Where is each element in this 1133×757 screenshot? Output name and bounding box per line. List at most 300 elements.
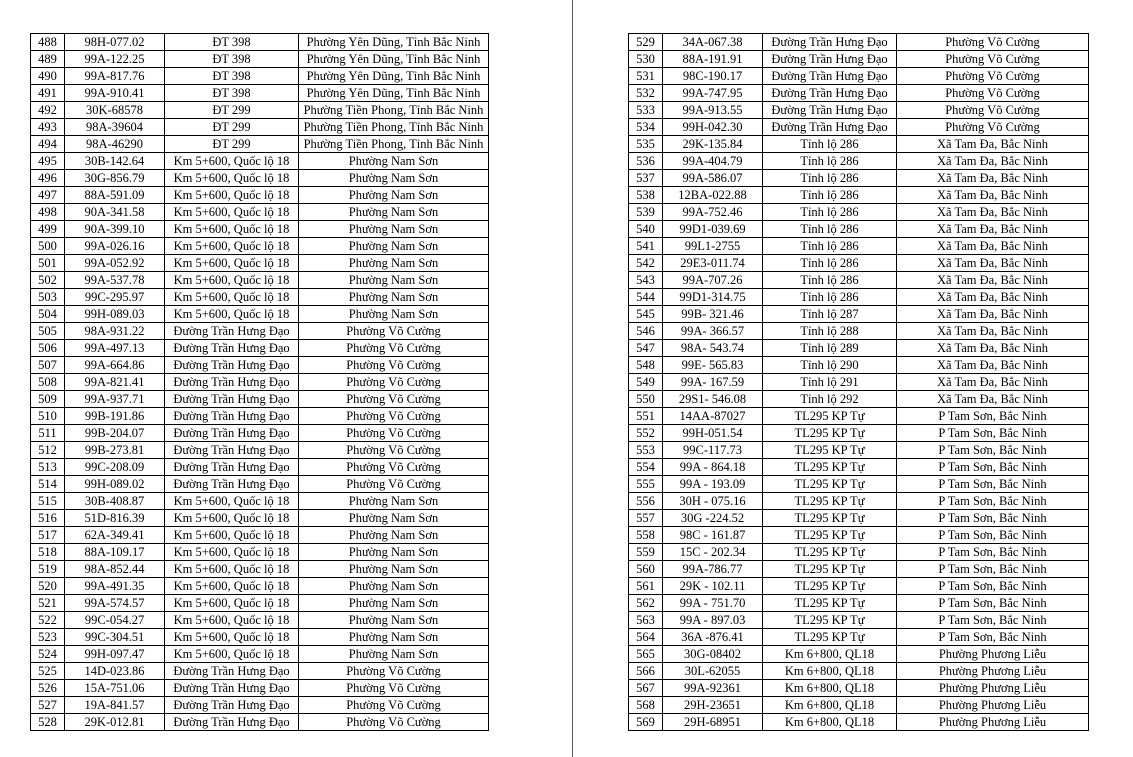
location-cell: Đường Trần Hưng Đạo xyxy=(763,51,897,68)
plate-cell: 98C - 161.87 xyxy=(663,527,763,544)
row-index-cell: 508 xyxy=(31,374,65,391)
location-cell: TL295 KP Tự xyxy=(763,476,897,493)
plate-cell: 99A-747.95 xyxy=(663,85,763,102)
location-cell: ĐT 398 xyxy=(165,51,299,68)
table-row xyxy=(31,153,489,170)
violations-table-right xyxy=(628,33,1089,731)
plate-cell: 99A - 751.70 xyxy=(663,595,763,612)
table-row xyxy=(629,119,1089,136)
row-index-cell: 533 xyxy=(629,102,663,119)
ward-cell: Phường Võ Cường xyxy=(897,68,1089,85)
row-index-cell: 553 xyxy=(629,442,663,459)
table-row xyxy=(629,663,1089,680)
plate-cell: 98C-190.17 xyxy=(663,68,763,85)
location-cell: ĐT 398 xyxy=(165,85,299,102)
row-index-cell: 516 xyxy=(31,510,65,527)
location-cell: TL295 KP Tự xyxy=(763,493,897,510)
location-cell: ĐT 398 xyxy=(165,68,299,85)
table-row xyxy=(31,68,489,85)
row-index-cell: 514 xyxy=(31,476,65,493)
ward-cell: P Tam Sơn, Bắc Ninh xyxy=(897,459,1089,476)
location-cell: TL295 KP Tự xyxy=(763,442,897,459)
table-row xyxy=(31,340,489,357)
location-cell: ĐT 398 xyxy=(165,34,299,51)
row-index-cell: 520 xyxy=(31,578,65,595)
table-row xyxy=(629,612,1089,629)
row-index-cell: 511 xyxy=(31,425,65,442)
table-row xyxy=(629,238,1089,255)
table-row xyxy=(629,425,1089,442)
location-cell: Đường Trần Hưng Đạo xyxy=(165,408,299,425)
table-row xyxy=(31,306,489,323)
ward-cell: Phường Võ Cường xyxy=(299,408,489,425)
location-cell: Km 5+600, Quốc lộ 18 xyxy=(165,289,299,306)
table-row xyxy=(629,459,1089,476)
plate-cell: 99C-295.97 xyxy=(65,289,165,306)
table-row xyxy=(31,476,489,493)
table-row xyxy=(31,408,489,425)
row-index-cell: 542 xyxy=(629,255,663,272)
plate-cell: 99B-273.81 xyxy=(65,442,165,459)
table-row xyxy=(31,697,489,714)
row-index-cell: 530 xyxy=(629,51,663,68)
location-cell: Km 6+800, QL18 xyxy=(763,680,897,697)
row-index-cell: 507 xyxy=(31,357,65,374)
location-cell: TL295 KP Tự xyxy=(763,510,897,527)
location-cell: Đường Trần Hưng Đạo xyxy=(165,697,299,714)
location-cell: TL295 KP Tự xyxy=(763,612,897,629)
row-index-cell: 513 xyxy=(31,459,65,476)
location-cell: Đường Trần Hưng Đạo xyxy=(165,442,299,459)
location-cell: Đường Trần Hưng Đạo xyxy=(165,459,299,476)
table-row xyxy=(629,561,1089,578)
plate-cell: 30B-142.64 xyxy=(65,153,165,170)
row-index-cell: 562 xyxy=(629,595,663,612)
location-cell: Km 5+600, Quốc lộ 18 xyxy=(165,595,299,612)
table-row xyxy=(629,476,1089,493)
ward-cell: P Tam Sơn, Bắc Ninh xyxy=(897,510,1089,527)
table-row xyxy=(629,187,1089,204)
table-row xyxy=(31,136,489,153)
ward-cell: Phường Nam Sơn xyxy=(299,289,489,306)
table-row xyxy=(629,272,1089,289)
plate-cell: 99A- 167.59 xyxy=(663,374,763,391)
ward-cell: Phường Phương Liễu xyxy=(897,714,1089,731)
table-row xyxy=(31,663,489,680)
row-index-cell: 556 xyxy=(629,493,663,510)
location-cell: Đường Trần Hưng Đạo xyxy=(165,357,299,374)
location-cell: Km 5+600, Quốc lộ 18 xyxy=(165,238,299,255)
plate-cell: 29K-012.81 xyxy=(65,714,165,731)
table-row xyxy=(629,595,1089,612)
table-row xyxy=(31,442,489,459)
plate-cell: 30G-08402 xyxy=(663,646,763,663)
location-cell: Tỉnh lộ 288 xyxy=(763,323,897,340)
plate-cell: 30G-856.79 xyxy=(65,170,165,187)
ward-cell: Phường Phương Liễu xyxy=(897,697,1089,714)
row-index-cell: 568 xyxy=(629,697,663,714)
row-index-cell: 529 xyxy=(629,34,663,51)
plate-cell: 99A-122.25 xyxy=(65,51,165,68)
plate-cell: 29H-23651 xyxy=(663,697,763,714)
location-cell: Tỉnh lộ 292 xyxy=(763,391,897,408)
location-cell: TL295 KP Tự xyxy=(763,578,897,595)
ward-cell: P Tam Sơn, Bắc Ninh xyxy=(897,493,1089,510)
plate-cell: 99D1-039.69 xyxy=(663,221,763,238)
location-cell: Đường Trần Hưng Đạo xyxy=(165,476,299,493)
plate-cell: 99B-191.86 xyxy=(65,408,165,425)
plate-cell: 98A-39604 xyxy=(65,119,165,136)
location-cell: Tỉnh lộ 286 xyxy=(763,255,897,272)
location-cell: Tỉnh lộ 286 xyxy=(763,170,897,187)
row-index-cell: 557 xyxy=(629,510,663,527)
ward-cell: Phường Nam Sơn xyxy=(299,510,489,527)
location-cell: Km 5+600, Quốc lộ 18 xyxy=(165,204,299,221)
plate-cell: 99H-051.54 xyxy=(663,425,763,442)
row-index-cell: 554 xyxy=(629,459,663,476)
location-cell: Đường Trần Hưng Đạo xyxy=(165,374,299,391)
plate-cell: 30K-68578 xyxy=(65,102,165,119)
plate-cell: 90A-341.58 xyxy=(65,204,165,221)
table-row xyxy=(31,119,489,136)
row-index-cell: 506 xyxy=(31,340,65,357)
row-index-cell: 491 xyxy=(31,85,65,102)
ward-cell: Phường Võ Cường xyxy=(299,357,489,374)
table-row xyxy=(629,255,1089,272)
plate-cell: 29E3-011.74 xyxy=(663,255,763,272)
location-cell: ĐT 299 xyxy=(165,102,299,119)
plate-cell: 29K-135.84 xyxy=(663,136,763,153)
location-cell: Tỉnh lộ 290 xyxy=(763,357,897,374)
ward-cell: Phường Nam Sơn xyxy=(299,204,489,221)
row-index-cell: 492 xyxy=(31,102,65,119)
ward-cell: Phường Nam Sơn xyxy=(299,578,489,595)
location-cell: Tỉnh lộ 286 xyxy=(763,289,897,306)
location-cell: Km 5+600, Quốc lộ 18 xyxy=(165,646,299,663)
table-row xyxy=(31,510,489,527)
row-index-cell: 569 xyxy=(629,714,663,731)
ward-cell: Xã Tam Đa, Bắc Ninh xyxy=(897,170,1089,187)
plate-cell: 99H-089.02 xyxy=(65,476,165,493)
ward-cell: Phường Nam Sơn xyxy=(299,272,489,289)
location-cell: TL295 KP Tự xyxy=(763,527,897,544)
plate-cell: 99C-304.51 xyxy=(65,629,165,646)
plate-cell: 99A-586.07 xyxy=(663,170,763,187)
row-index-cell: 544 xyxy=(629,289,663,306)
ward-cell: Phường Võ Cường xyxy=(299,340,489,357)
location-cell: TL295 KP Tự xyxy=(763,561,897,578)
location-cell: Km 5+600, Quốc lộ 18 xyxy=(165,561,299,578)
table-row xyxy=(31,238,489,255)
ward-cell: P Tam Sơn, Bắc Ninh xyxy=(897,442,1089,459)
table-row xyxy=(629,34,1089,51)
ward-cell: Phường Võ Cường xyxy=(299,663,489,680)
ward-cell: Phường Nam Sơn xyxy=(299,561,489,578)
ward-cell: Xã Tam Đa, Bắc Ninh xyxy=(897,187,1089,204)
ward-cell: Phường Võ Cường xyxy=(299,697,489,714)
plate-cell: 99L1-2755 xyxy=(663,238,763,255)
plate-cell: 12BA-022.88 xyxy=(663,187,763,204)
location-cell: TL295 KP Tự xyxy=(763,595,897,612)
location-cell: Km 5+600, Quốc lộ 18 xyxy=(165,272,299,289)
row-index-cell: 501 xyxy=(31,255,65,272)
location-cell: Km 5+600, Quốc lộ 18 xyxy=(165,255,299,272)
ward-cell: P Tam Sơn, Bắc Ninh xyxy=(897,544,1089,561)
plate-cell: 99A- 366.57 xyxy=(663,323,763,340)
location-cell: Km 6+800, QL18 xyxy=(763,697,897,714)
plate-cell: 99D1-314.75 xyxy=(663,289,763,306)
ward-cell: Phường Nam Sơn xyxy=(299,493,489,510)
plate-cell: 30L-62055 xyxy=(663,663,763,680)
location-cell: Km 5+600, Quốc lộ 18 xyxy=(165,153,299,170)
ward-cell: Phường Yên Dũng, Tỉnh Bắc Ninh xyxy=(299,68,489,85)
location-cell: Tỉnh lộ 286 xyxy=(763,153,897,170)
ward-cell: Phường Nam Sơn xyxy=(299,527,489,544)
row-index-cell: 538 xyxy=(629,187,663,204)
row-index-cell: 494 xyxy=(31,136,65,153)
table-row xyxy=(31,459,489,476)
ward-cell: Phường Phương Liễu xyxy=(897,663,1089,680)
ward-cell: Phường Nam Sơn xyxy=(299,238,489,255)
table-row xyxy=(629,340,1089,357)
table-row xyxy=(31,646,489,663)
row-index-cell: 517 xyxy=(31,527,65,544)
plate-cell: 99A-752.46 xyxy=(663,204,763,221)
row-index-cell: 488 xyxy=(31,34,65,51)
table-row xyxy=(31,34,489,51)
location-cell: Đường Trần Hưng Đạo xyxy=(165,340,299,357)
table-row xyxy=(31,85,489,102)
table-row xyxy=(629,510,1089,527)
row-index-cell: 564 xyxy=(629,629,663,646)
plate-cell: 98A-852.44 xyxy=(65,561,165,578)
table-row xyxy=(629,68,1089,85)
location-cell: Đường Trần Hưng Đạo xyxy=(165,714,299,731)
row-index-cell: 515 xyxy=(31,493,65,510)
ward-cell: Xã Tam Đa, Bắc Ninh xyxy=(897,357,1089,374)
row-index-cell: 531 xyxy=(629,68,663,85)
plate-cell: 98A-931.22 xyxy=(65,323,165,340)
location-cell: Đường Trần Hưng Đạo xyxy=(165,323,299,340)
ward-cell: Phường Võ Cường xyxy=(299,680,489,697)
plate-cell: 99A-052.92 xyxy=(65,255,165,272)
row-index-cell: 563 xyxy=(629,612,663,629)
location-cell: Đường Trần Hưng Đạo xyxy=(763,119,897,136)
plate-cell: 99H-097.47 xyxy=(65,646,165,663)
table-row xyxy=(31,51,489,68)
ward-cell: Phường Nam Sơn xyxy=(299,544,489,561)
row-index-cell: 502 xyxy=(31,272,65,289)
table-row xyxy=(629,493,1089,510)
ward-cell: P Tam Sơn, Bắc Ninh xyxy=(897,476,1089,493)
table-row xyxy=(629,714,1089,731)
plate-cell: 15A-751.06 xyxy=(65,680,165,697)
ward-cell: Phường Nam Sơn xyxy=(299,646,489,663)
ward-cell: Phường Nam Sơn xyxy=(299,255,489,272)
row-index-cell: 510 xyxy=(31,408,65,425)
ward-cell: Xã Tam Đa, Bắc Ninh xyxy=(897,238,1089,255)
ward-cell: Phường Yên Dũng, Tỉnh Bắc Ninh xyxy=(299,85,489,102)
table-row xyxy=(31,374,489,391)
location-cell: Km 6+800, QL18 xyxy=(763,646,897,663)
table-row xyxy=(629,153,1089,170)
table-row xyxy=(629,221,1089,238)
ward-cell: Phường Phương Liễu xyxy=(897,646,1089,663)
ward-cell: Phường Nam Sơn xyxy=(299,170,489,187)
ward-cell: Phường Võ Cường xyxy=(299,476,489,493)
plate-cell: 98H-077.02 xyxy=(65,34,165,51)
plate-cell: 88A-109.17 xyxy=(65,544,165,561)
table-row xyxy=(629,51,1089,68)
table-row xyxy=(629,680,1089,697)
ward-cell: P Tam Sơn, Bắc Ninh xyxy=(897,578,1089,595)
plate-cell: 19A-841.57 xyxy=(65,697,165,714)
location-cell: ĐT 299 xyxy=(165,136,299,153)
table-row xyxy=(31,272,489,289)
table-row xyxy=(629,697,1089,714)
row-index-cell: 498 xyxy=(31,204,65,221)
plate-cell: 15C - 202.34 xyxy=(663,544,763,561)
location-cell: Tỉnh lộ 286 xyxy=(763,272,897,289)
plate-cell: 99E- 565.83 xyxy=(663,357,763,374)
plate-cell: 98A-46290 xyxy=(65,136,165,153)
plate-cell: 99C-054.27 xyxy=(65,612,165,629)
row-index-cell: 522 xyxy=(31,612,65,629)
row-index-cell: 521 xyxy=(31,595,65,612)
location-cell: Đường Trần Hưng Đạo xyxy=(165,663,299,680)
table-row xyxy=(629,391,1089,408)
plate-cell: 30G -224.52 xyxy=(663,510,763,527)
table-row xyxy=(629,306,1089,323)
ward-cell: Phường Võ Cường xyxy=(299,425,489,442)
row-index-cell: 496 xyxy=(31,170,65,187)
location-cell: Đường Trần Hưng Đạo xyxy=(763,102,897,119)
plate-cell: 98A- 543.74 xyxy=(663,340,763,357)
row-index-cell: 528 xyxy=(31,714,65,731)
ward-cell: Phường Phương Liễu xyxy=(897,680,1089,697)
ward-cell: P Tam Sơn, Bắc Ninh xyxy=(897,561,1089,578)
row-index-cell: 566 xyxy=(629,663,663,680)
table-row xyxy=(629,374,1089,391)
location-cell: TL295 KP Tự xyxy=(763,408,897,425)
plate-cell: 99A-707.26 xyxy=(663,272,763,289)
plate-cell: 99C-117.73 xyxy=(663,442,763,459)
row-index-cell: 565 xyxy=(629,646,663,663)
row-index-cell: 519 xyxy=(31,561,65,578)
ward-cell: Xã Tam Đa, Bắc Ninh xyxy=(897,289,1089,306)
ward-cell: P Tam Sơn, Bắc Ninh xyxy=(897,595,1089,612)
table-row xyxy=(31,255,489,272)
plate-cell: 99A-910.41 xyxy=(65,85,165,102)
ward-cell: Phường Nam Sơn xyxy=(299,187,489,204)
row-index-cell: 550 xyxy=(629,391,663,408)
violations-table-left xyxy=(30,33,489,731)
location-cell: Tỉnh lộ 286 xyxy=(763,204,897,221)
location-cell: Km 5+600, Quốc lộ 18 xyxy=(165,170,299,187)
plate-cell: 99B-204.07 xyxy=(65,425,165,442)
table-row xyxy=(31,204,489,221)
ward-cell: Phường Nam Sơn xyxy=(299,306,489,323)
ward-cell: Xã Tam Đa, Bắc Ninh xyxy=(897,272,1089,289)
location-cell: Km 5+600, Quốc lộ 18 xyxy=(165,612,299,629)
table-row xyxy=(31,323,489,340)
location-cell: Đường Trần Hưng Đạo xyxy=(763,68,897,85)
ward-cell: Xã Tam Đa, Bắc Ninh xyxy=(897,204,1089,221)
plate-cell: 99A-913.55 xyxy=(663,102,763,119)
location-cell: Đường Trần Hưng Đạo xyxy=(165,425,299,442)
row-index-cell: 532 xyxy=(629,85,663,102)
location-cell: ĐT 299 xyxy=(165,119,299,136)
plate-cell: 99A - 193.09 xyxy=(663,476,763,493)
ward-cell: Phường Tiền Phong, Tỉnh Bắc Ninh xyxy=(299,102,489,119)
location-cell: Km 5+600, Quốc lộ 18 xyxy=(165,221,299,238)
plate-cell: 99B- 321.46 xyxy=(663,306,763,323)
table-row xyxy=(31,289,489,306)
table-row xyxy=(31,170,489,187)
row-index-cell: 509 xyxy=(31,391,65,408)
table-row xyxy=(629,170,1089,187)
ward-cell: P Tam Sơn, Bắc Ninh xyxy=(897,612,1089,629)
ward-cell: Phường Nam Sơn xyxy=(299,221,489,238)
location-cell: Km 5+600, Quốc lộ 18 xyxy=(165,578,299,595)
row-index-cell: 500 xyxy=(31,238,65,255)
row-index-cell: 558 xyxy=(629,527,663,544)
plate-cell: 99H-042.30 xyxy=(663,119,763,136)
table-row xyxy=(629,102,1089,119)
row-index-cell: 549 xyxy=(629,374,663,391)
plate-cell: 62A-349.41 xyxy=(65,527,165,544)
row-index-cell: 551 xyxy=(629,408,663,425)
table-row xyxy=(31,612,489,629)
table-row xyxy=(31,578,489,595)
plate-cell: 99A-497.13 xyxy=(65,340,165,357)
table-body-left xyxy=(31,34,489,731)
location-cell: Km 5+600, Quốc lộ 18 xyxy=(165,527,299,544)
ward-cell: Xã Tam Đa, Bắc Ninh xyxy=(897,340,1089,357)
ward-cell: P Tam Sơn, Bắc Ninh xyxy=(897,527,1089,544)
row-index-cell: 560 xyxy=(629,561,663,578)
ward-cell: Xã Tam Đa, Bắc Ninh xyxy=(897,323,1089,340)
table-row xyxy=(31,595,489,612)
table-row xyxy=(629,136,1089,153)
table-row xyxy=(629,646,1089,663)
ward-cell: Phường Võ Cường xyxy=(299,323,489,340)
row-index-cell: 548 xyxy=(629,357,663,374)
table-row xyxy=(31,425,489,442)
row-index-cell: 555 xyxy=(629,476,663,493)
location-cell: Km 6+800, QL18 xyxy=(763,714,897,731)
ward-cell: Xã Tam Đa, Bắc Ninh xyxy=(897,374,1089,391)
ward-cell: Phường Võ Cường xyxy=(897,119,1089,136)
table-row xyxy=(31,221,489,238)
row-index-cell: 526 xyxy=(31,680,65,697)
table-row xyxy=(31,391,489,408)
row-index-cell: 546 xyxy=(629,323,663,340)
location-cell: Km 5+600, Quốc lộ 18 xyxy=(165,544,299,561)
plate-cell: 34A-067.38 xyxy=(663,34,763,51)
ward-cell: Phường Võ Cường xyxy=(299,714,489,731)
location-cell: Đường Trần Hưng Đạo xyxy=(165,391,299,408)
location-cell: Tỉnh lộ 286 xyxy=(763,238,897,255)
table-row xyxy=(629,544,1089,561)
table-row xyxy=(31,680,489,697)
plate-cell: 99A-817.76 xyxy=(65,68,165,85)
table-row xyxy=(629,442,1089,459)
row-index-cell: 547 xyxy=(629,340,663,357)
table-row xyxy=(31,187,489,204)
table-row xyxy=(31,544,489,561)
ward-cell: P Tam Sơn, Bắc Ninh xyxy=(897,408,1089,425)
